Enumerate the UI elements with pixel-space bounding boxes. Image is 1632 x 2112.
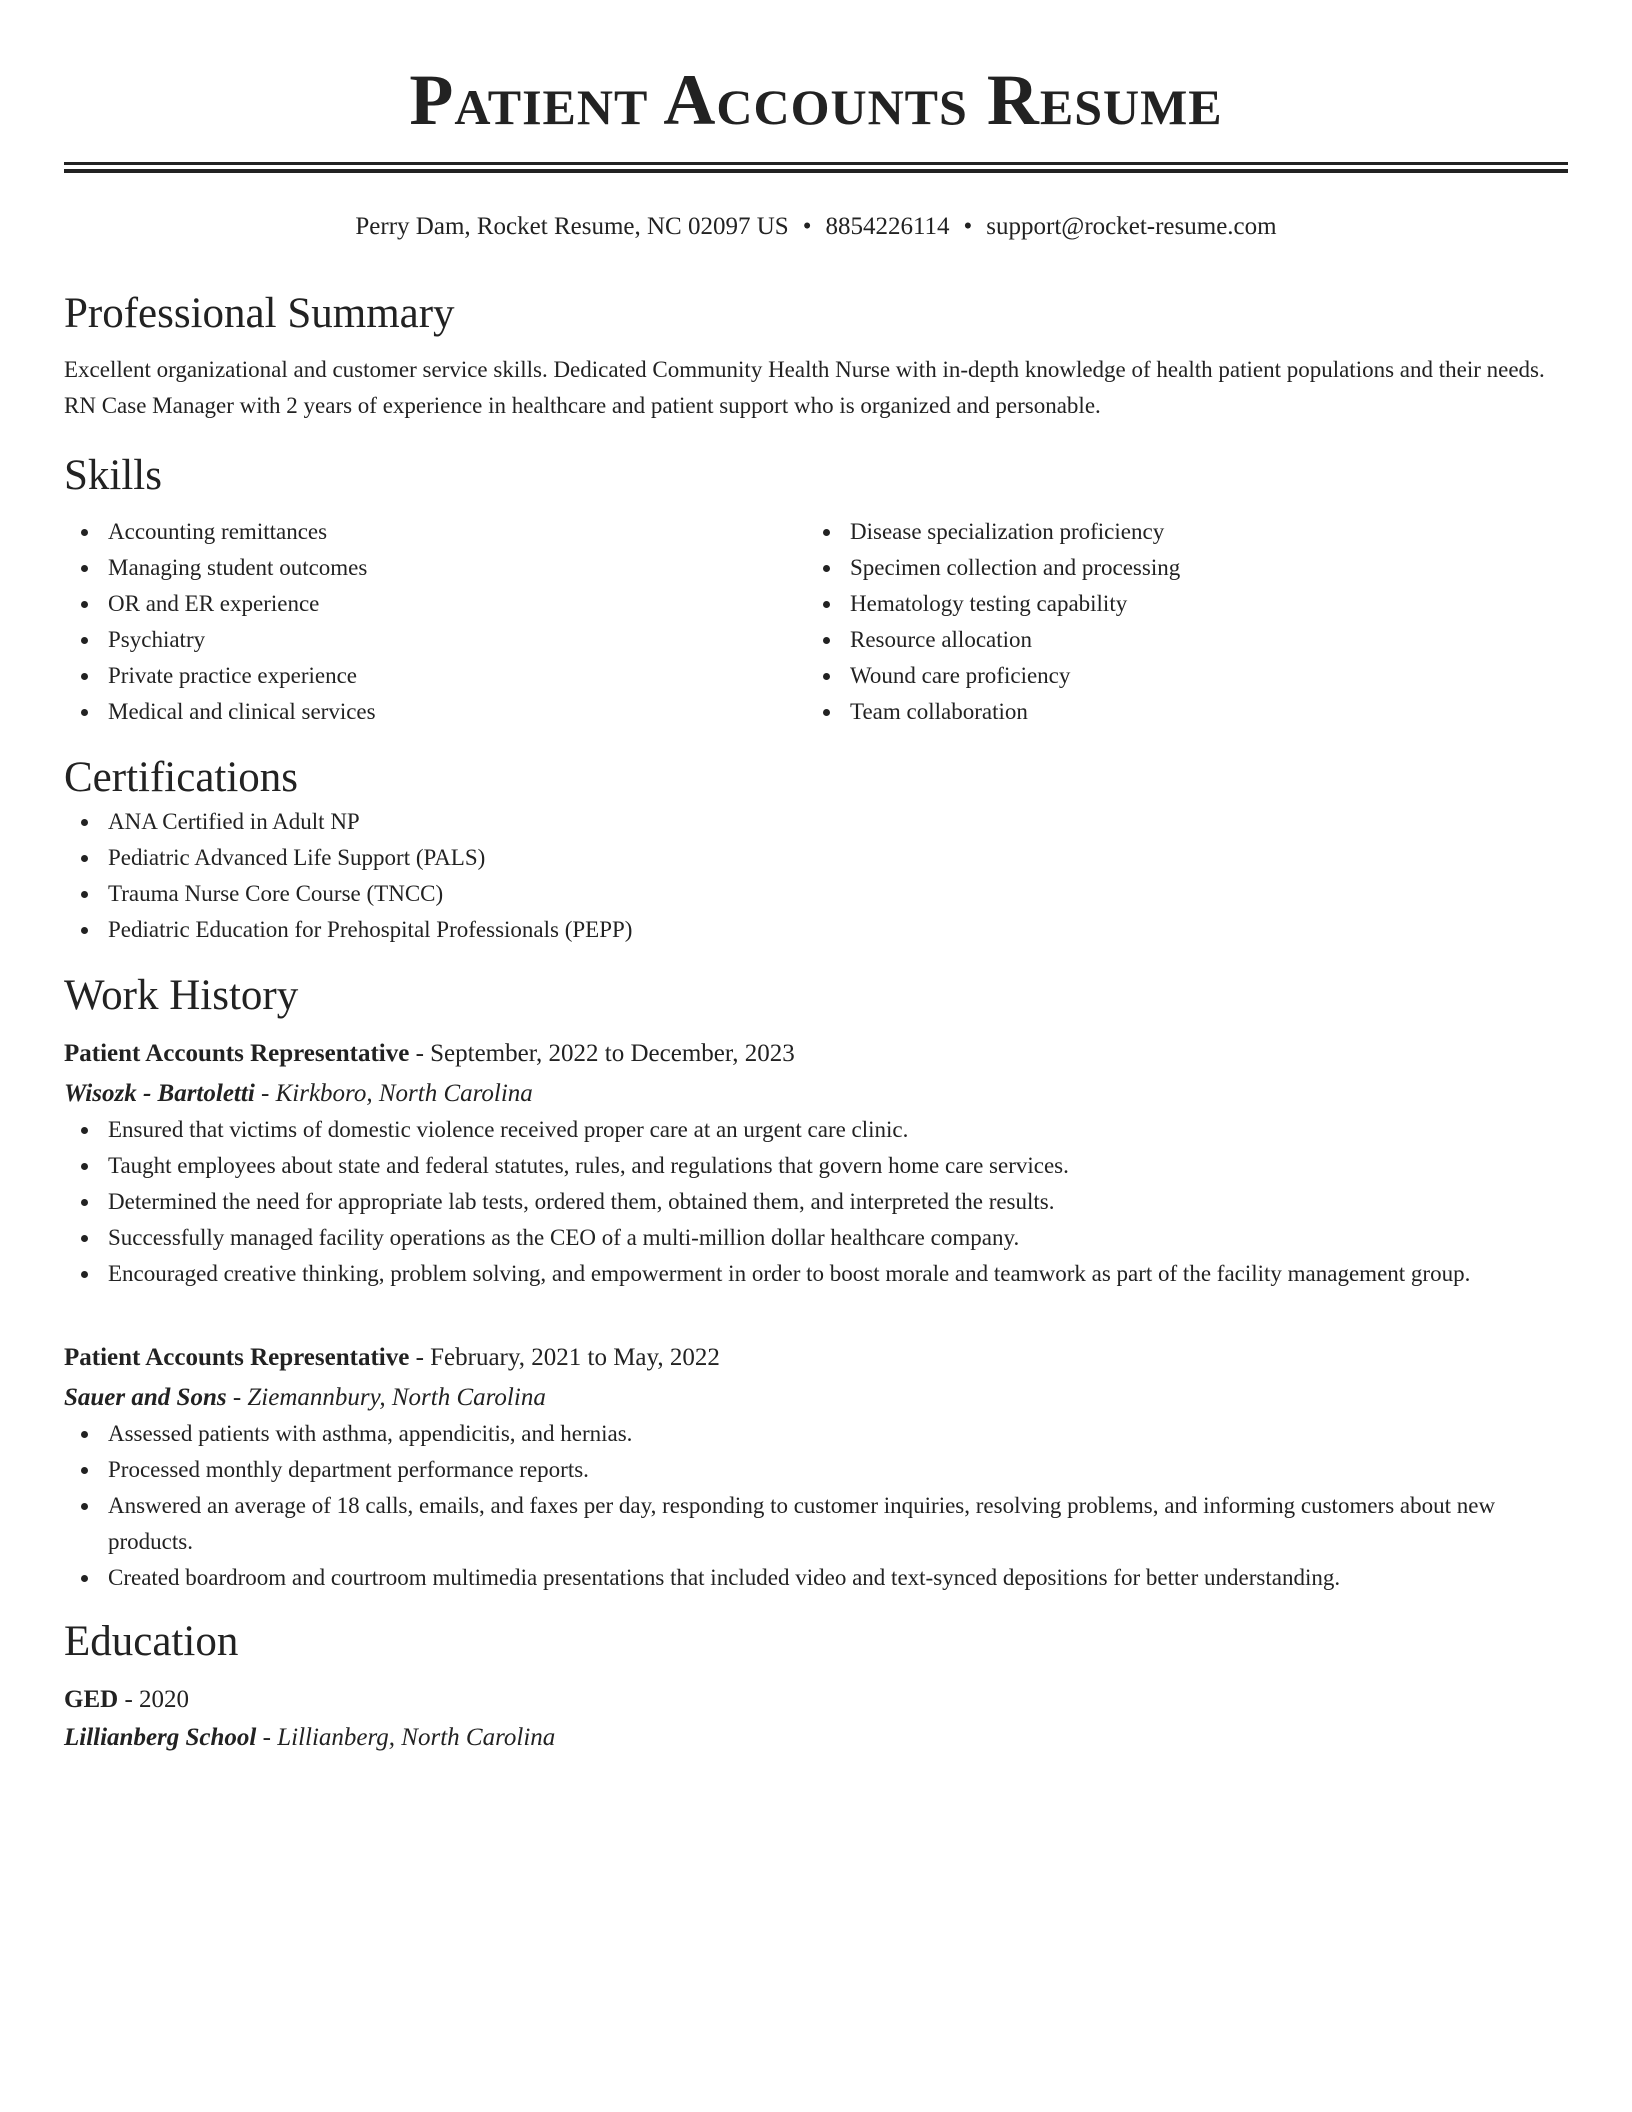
skills-list-right (806, 514, 1548, 730)
company-location: - Kirkboro, North Carolina (254, 1080, 533, 1107)
job-title: Patient Accounts Representative (64, 1344, 410, 1371)
skill-item: Wound care proficiency (806, 658, 1548, 694)
skill-item: Psychiatry (64, 622, 806, 658)
job-duty-item: Created boardroom and courtroom multimedia presentations that included video and text-synced depositions for better understanding. (64, 1560, 1568, 1596)
certification-item: Pediatric Education for Prehospital Professionals (PEPP) (64, 912, 1568, 948)
education-school-line (64, 1720, 1568, 1756)
page-title: Patient Accounts Resume (409, 60, 1223, 140)
contact-phone: 8854226114 (825, 213, 950, 240)
contact-separator: • (802, 213, 812, 240)
certifications-heading: Certifications (64, 754, 299, 801)
job-duties-list (64, 1416, 1568, 1596)
job-duty-item: Answered an average of 18 calls, emails, and faxes per day, responding to customer inquiries, resolving problems, and informing customers about new products. (64, 1488, 1568, 1560)
certification-item: Pediatric Advanced Life Support (PALS) (64, 840, 1568, 876)
certification-item: Trauma Nurse Core Course (TNCC) (64, 876, 1568, 912)
job-duty-item: Successfully managed facility operations as the CEO of a multi-million dollar healthcare company. (64, 1220, 1568, 1256)
education-heading: Education (64, 1618, 239, 1665)
skill-item: Disease specialization proficiency (806, 514, 1548, 550)
contact-separator: • (963, 213, 973, 240)
certifications-list (64, 804, 1568, 948)
education-location: - Lillianberg, North Carolina (256, 1724, 556, 1751)
job-title-line (64, 1340, 1568, 1376)
skill-item: Specimen collection and processing (806, 550, 1548, 586)
skills-list-left (64, 514, 806, 730)
work-history-heading: Work History (64, 972, 299, 1019)
company-line (64, 1380, 1568, 1416)
skill-item: Private practice experience (64, 658, 806, 694)
job-duty-item: Assessed patients with asthma, appendicitis, and hernias. (64, 1416, 1568, 1452)
contact-line (64, 210, 1568, 244)
job-duties-list (64, 1112, 1568, 1292)
job-duty-item: Ensured that victims of domestic violence received proper care at an urgent care clinic. (64, 1112, 1568, 1148)
skill-item: Hematology testing capability (806, 586, 1548, 622)
skill-item: Resource allocation (806, 622, 1548, 658)
job-entry (64, 1036, 1568, 1292)
company-name: Wisozk - Bartoletti (64, 1080, 255, 1107)
skill-item: Medical and clinical services (64, 694, 806, 730)
skill-item: Team collaboration (806, 694, 1548, 730)
job-dates: - February, 2021 to May, 2022 (409, 1344, 720, 1371)
job-duty-item: Determined the need for appropriate lab tests, ordered them, obtained them, and interpreted the results. (64, 1184, 1568, 1220)
company-line (64, 1076, 1568, 1112)
job-duty-item: Taught employees about state and federal statutes, rules, and regulations that govern home care services. (64, 1148, 1568, 1184)
education-school: Lillianberg School (64, 1724, 257, 1751)
summary-text: Excellent organizational and customer service skills. Dedicated Community Health Nurse with in-depth knowledge of health patient populations and their needs. RN Case Manager with 2 years of experience in healthcare and patient support who is organized and personable. (64, 357, 1545, 418)
contact-email: support@rocket-resume.com (986, 213, 1277, 240)
job-duty-item: Encouraged creative thinking, problem solving, and empowerment in order to boost morale and teamwork as part of the facility management group. (64, 1256, 1568, 1292)
education-degree: GED (64, 1686, 119, 1713)
job-title-line (64, 1036, 1568, 1072)
skill-item: OR and ER experience (64, 586, 806, 622)
contact-address: Perry Dam, Rocket Resume, NC 02097 US (355, 213, 789, 240)
skill-item: Managing student outcomes (64, 550, 806, 586)
skill-item: Accounting remittances (64, 514, 806, 550)
job-title: Patient Accounts Representative (64, 1040, 410, 1067)
summary-heading: Professional Summary (64, 290, 455, 337)
skills-columns (64, 514, 1568, 730)
job-dates: - September, 2022 to December, 2023 (409, 1040, 795, 1067)
company-name: Sauer and Sons (64, 1384, 227, 1411)
skills-heading: Skills (64, 452, 162, 499)
education-degree-line (64, 1682, 1568, 1718)
education-year: - 2020 (118, 1686, 190, 1713)
job-entry (64, 1340, 1568, 1596)
job-duty-item: Processed monthly department performance reports. (64, 1452, 1568, 1488)
company-location: - Ziemannbury, North Carolina (226, 1384, 546, 1411)
certification-item: ANA Certified in Adult NP (64, 804, 1568, 840)
title-divider (64, 162, 1568, 173)
